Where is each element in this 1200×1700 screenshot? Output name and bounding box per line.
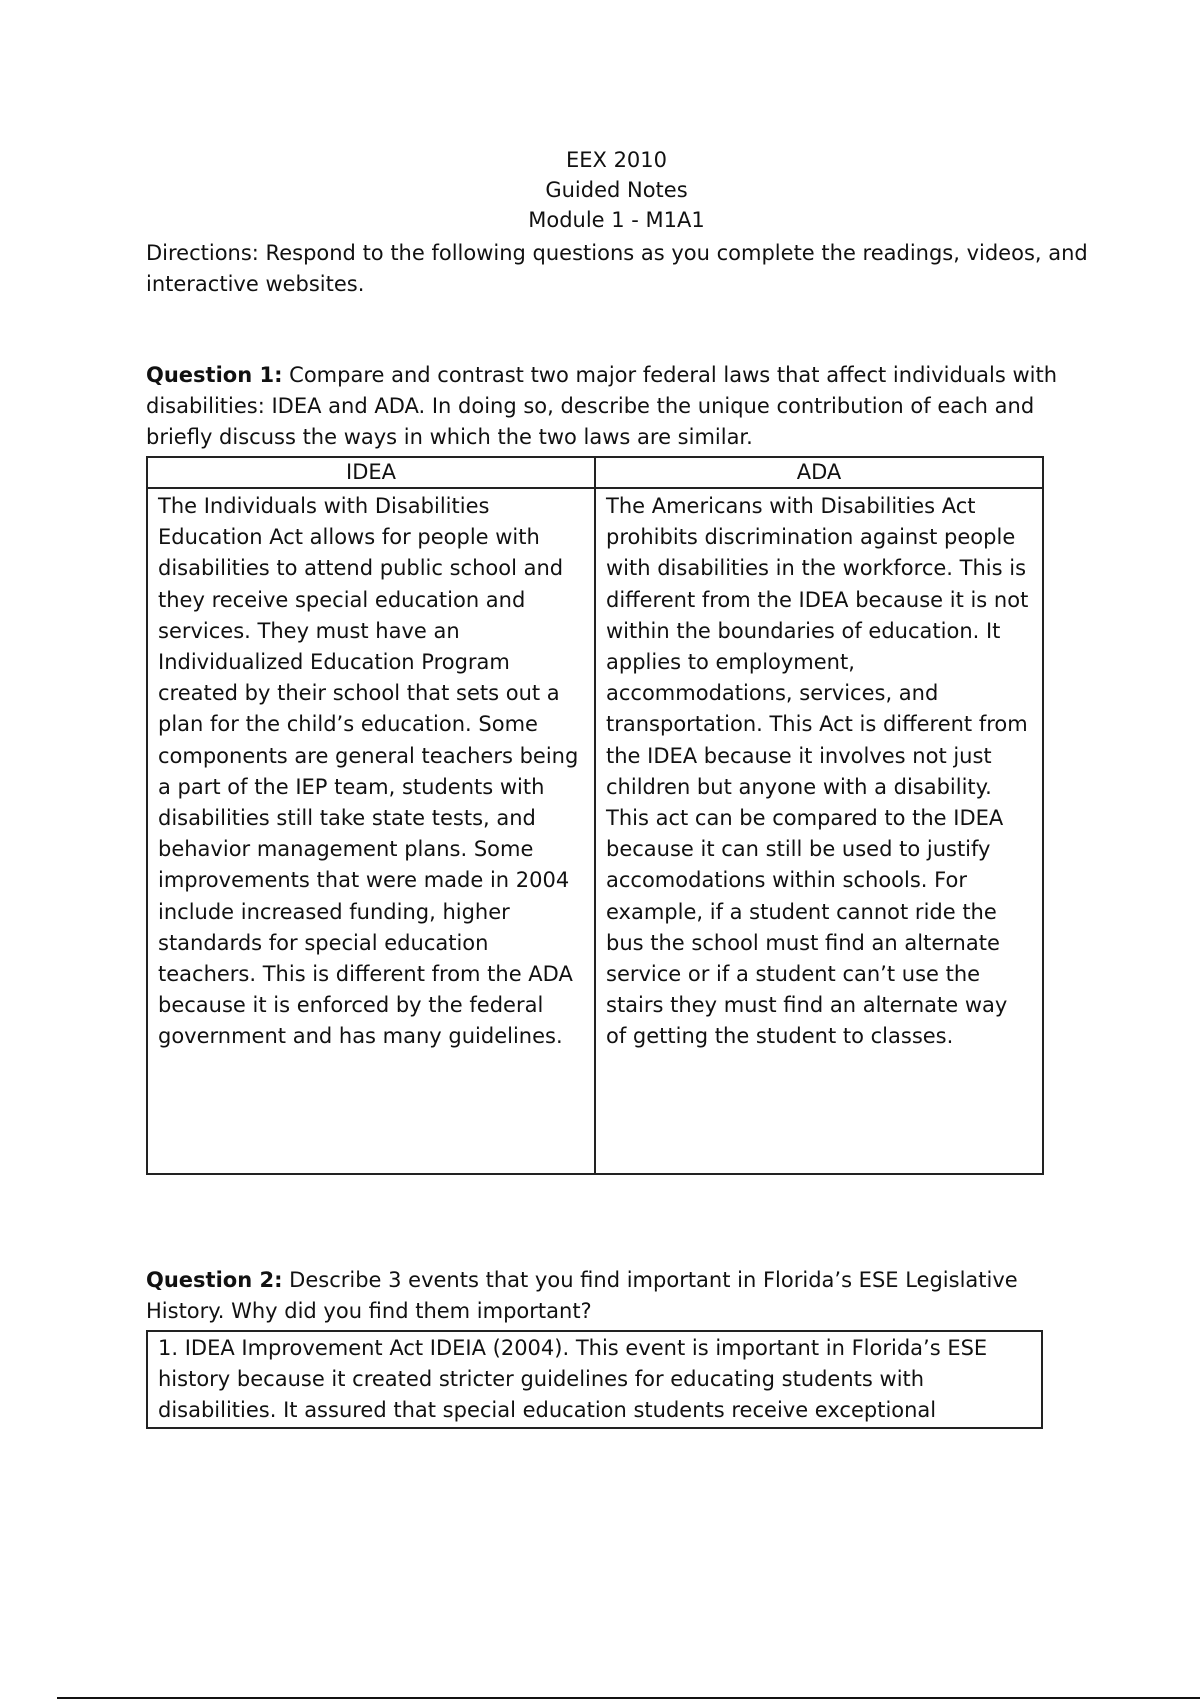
module-label: Module 1 - M1A1 [528, 208, 705, 232]
ada-column-header: ADA [595, 457, 1043, 488]
question-2-answer: 1. IDEA Improvement Act IDEIA (2004). This event is important in Florida’s ESE history because it created stricter guidelines for educating students with disabilities. It assured that special education students receive exceptional [158, 1336, 988, 1423]
question-2-text: Describe 3 events that you find important in Florida’s ESE Legislative History. Why did you find them important? [146, 1268, 1018, 1323]
question-2-label: Question 2: [146, 1268, 283, 1292]
page-divider [57, 1697, 1200, 1699]
ada-answer: The Americans with Disabilities Act prohibits discrimination against people with disabilities in the workforce. This is different from the IDEA because it is not within the boundaries of education. It applies to employment, accommodations, services, and transportation. This Act is different from the IDEA because it involves not just children but anyone with a disability. This act can be compared to the IDEA because it can still be used to justify accomodations within schools. For example, if a student cannot ride the bus the school must find an alternate service or if a student can’t use the stairs they must find an alternate way of getting the student to classes. [595, 488, 1043, 1174]
comparison-table [146, 456, 1044, 1175]
question-2-answer-box [146, 1330, 1043, 1429]
course-title: EEX 2010 [565, 148, 668, 172]
idea-answer: The Individuals with Disabilities Education Act allows for people with disabilities to attend public school and they receive special education and services. They must have an Individualized Education Program created by their school that sets out a plan for the child’s education. Some components are general teachers being a part of the IEP team, students with disabilities still take state tests, and behavior management plans. Some improvements that were made in 2004 include increased funding, higher standards for special education teachers. This is different from the ADA because it is enforced by the federal government and has many guidelines. [147, 488, 595, 1174]
idea-column-header: IDEA [147, 457, 595, 488]
question-1-label: Question 1: [146, 363, 283, 387]
directions: Directions: Respond to the following questions as you complete the readings, videos, and interactive websites. [146, 241, 1088, 296]
question-1-text: Compare and contrast two major federal laws that affect individuals with disabilities: IDEA and ADA. In doing so, describe the unique contribution of each and briefly discuss the ways in which the two laws are similar. [146, 363, 1058, 449]
question-1 [146, 360, 1096, 453]
question-2 [146, 1265, 1096, 1327]
document-type: Guided Notes [545, 178, 688, 202]
